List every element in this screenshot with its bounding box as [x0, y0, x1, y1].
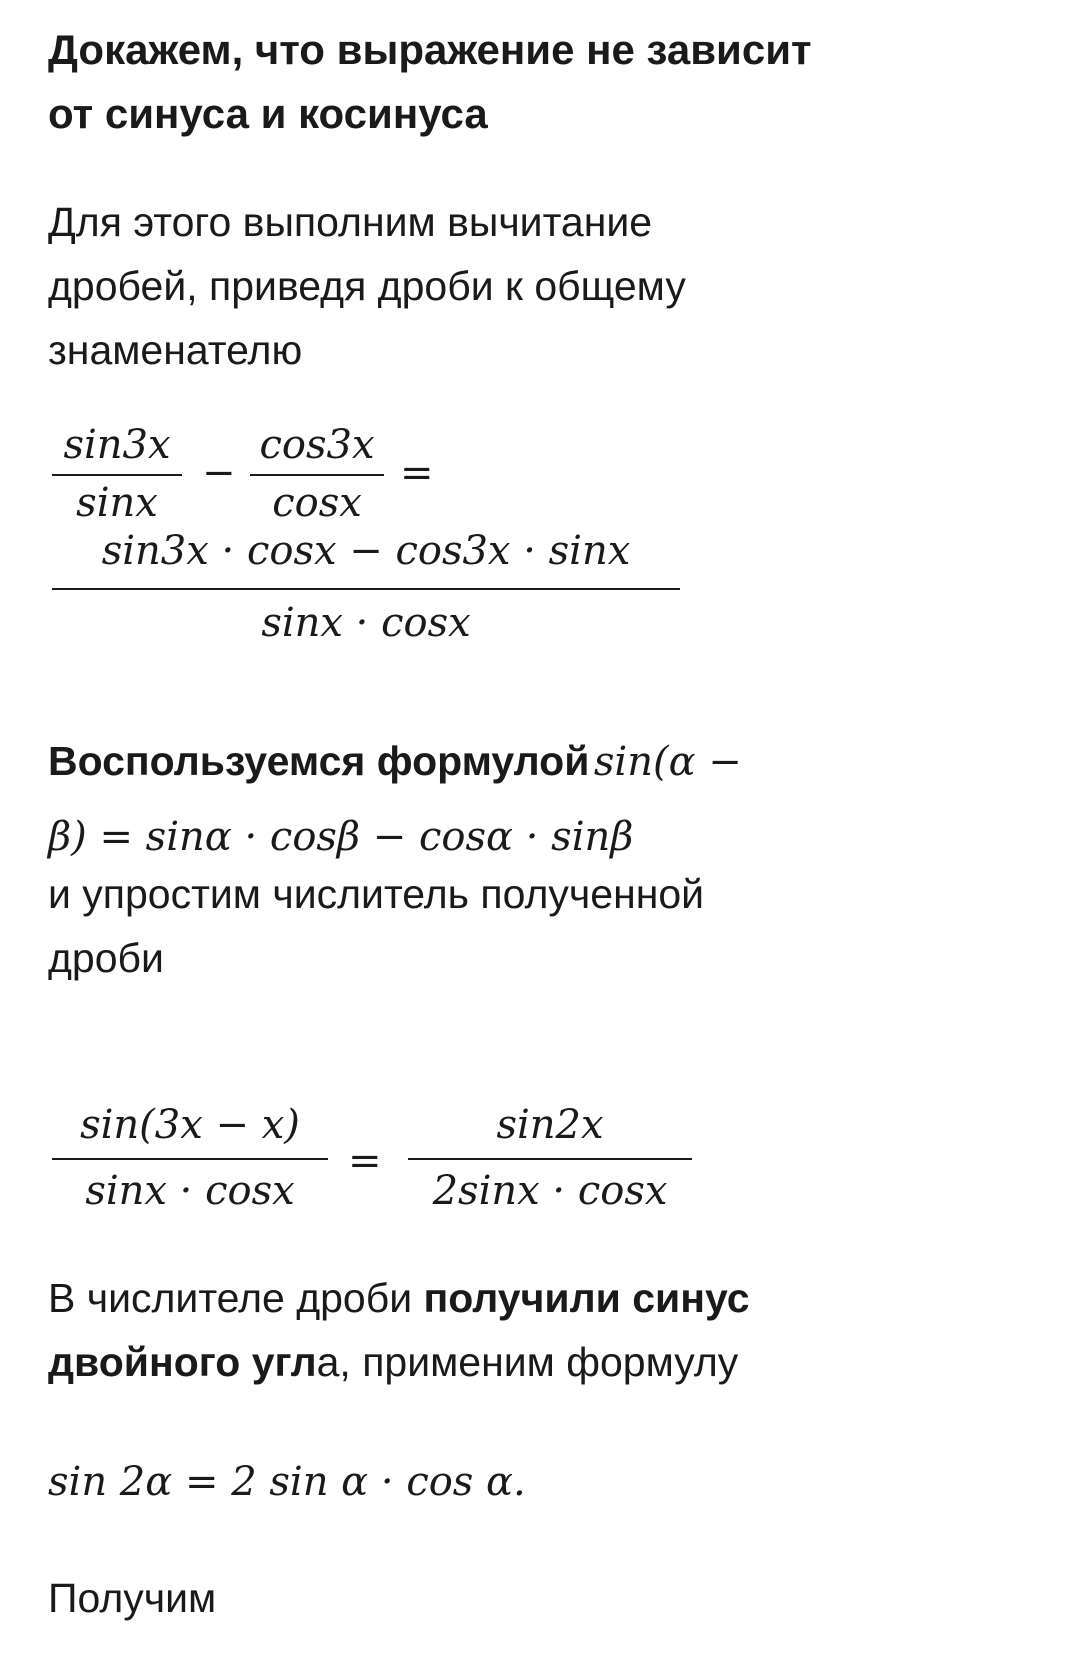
- paragraph-simplify-numerator: [48, 862, 1038, 990]
- denominator: sinx · cosx: [261, 600, 471, 646]
- fraction-bar: [52, 588, 680, 590]
- formula-intro-bold: Воспользуемся формулой: [48, 738, 590, 784]
- numerator: sin3x · cosx − cos3x · sinx: [101, 528, 631, 574]
- text-segment: а, применим формулу: [316, 1339, 739, 1385]
- equals-sign: =: [400, 450, 434, 496]
- paragraph-line: дроби: [48, 935, 164, 981]
- text-segment: В числителе дроби: [48, 1275, 424, 1321]
- fraction-bar: [52, 1158, 328, 1160]
- denominator: 2sinx · cosx: [432, 1168, 668, 1214]
- fraction-sin2x: [408, 1102, 692, 1214]
- equals-sign: =: [348, 1138, 382, 1184]
- fraction-sin3x-over-sinx: [52, 422, 182, 526]
- numerator: sin3x: [63, 422, 171, 468]
- formula-sin-difference-part1: sin(α −: [593, 739, 742, 785]
- paragraph-subtract-fractions: [48, 190, 1038, 382]
- paragraph-line: Для этого выполним вычитание: [48, 199, 653, 245]
- fraction-bar: [408, 1158, 692, 1160]
- bold-segment: получили синус: [423, 1275, 750, 1321]
- paragraph-line: [48, 1266, 1038, 1330]
- minus-sign: −: [202, 450, 236, 496]
- numerator: sin2x: [496, 1102, 604, 1148]
- paragraph-line: знаменателю: [48, 327, 303, 373]
- bold-segment: двойного угл: [48, 1339, 317, 1385]
- formula-line-1: [48, 728, 1038, 804]
- numerator: cos3x: [259, 422, 375, 468]
- heading-line-2: от синуса и косинуса: [48, 90, 488, 137]
- denominator: sinx: [76, 480, 158, 526]
- numerator: sin(3x − x): [80, 1102, 300, 1148]
- formula-paragraph: [48, 728, 1038, 870]
- paragraph-line: [48, 1330, 1038, 1394]
- heading-line-1: Докажем, что выражение не зависит: [48, 26, 812, 73]
- fraction-sin-3x-minus-x: [52, 1102, 328, 1214]
- heading: [48, 18, 1038, 146]
- paragraph-line: и упростим числитель полученной: [48, 871, 705, 917]
- paragraph-double-angle: [48, 1266, 1038, 1394]
- fraction-bar: [52, 474, 182, 476]
- denominator: cosx: [272, 480, 362, 526]
- fraction-bar: [250, 474, 384, 476]
- paragraph-line: дробей, приведя дроби к общему: [48, 263, 686, 309]
- formula-sin-difference-part2: β) = sinα · cosβ − cosα · sinβ: [48, 814, 634, 860]
- fraction-cos3x-over-cosx: [250, 422, 384, 526]
- final-text: Получим: [48, 1575, 217, 1621]
- fraction-combined: [52, 528, 680, 646]
- denominator: sinx · cosx: [85, 1168, 295, 1214]
- double-angle-formula: sin 2α = 2 sin α · cos α.: [48, 1459, 526, 1505]
